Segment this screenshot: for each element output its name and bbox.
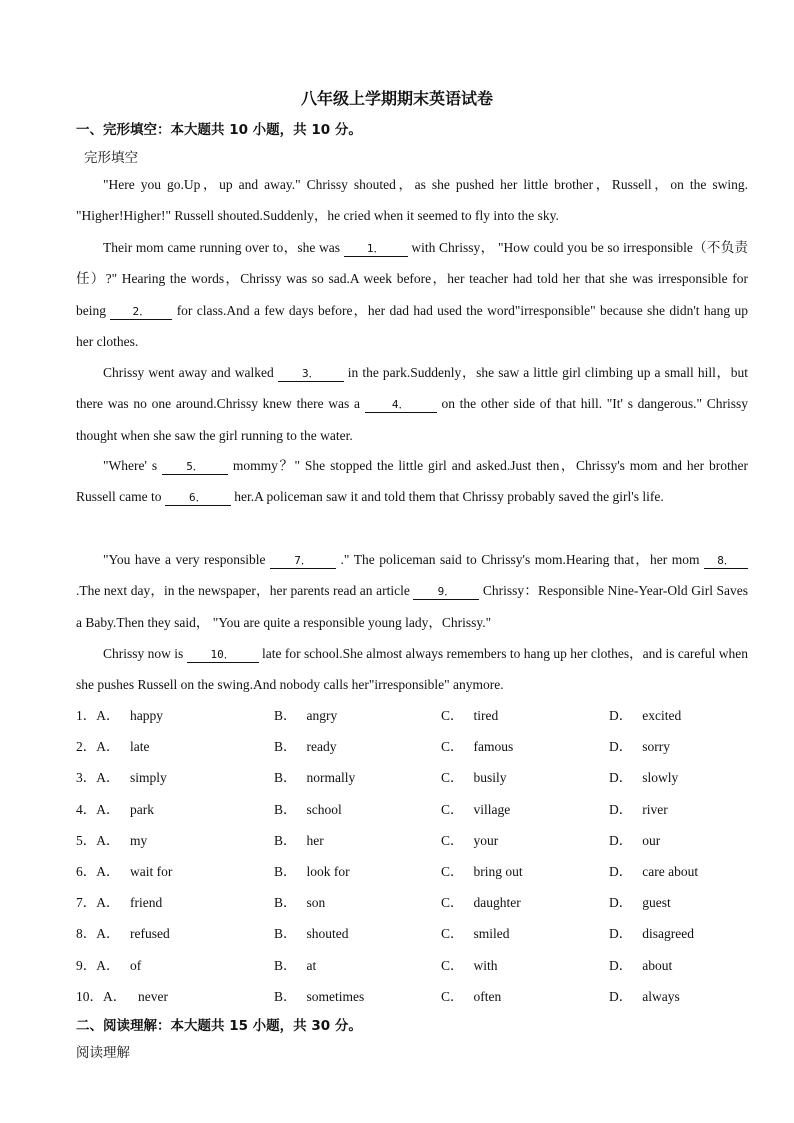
option-a[interactable]: park <box>130 801 154 817</box>
blank-6[interactable]: 6． <box>165 490 231 506</box>
question-8-options <box>76 918 756 949</box>
question-number: 2．A． <box>76 739 120 755</box>
question-10-options <box>76 981 756 1012</box>
option-b[interactable]: B． son <box>274 895 326 911</box>
option-b[interactable]: B． her <box>274 832 324 848</box>
page-title: 八年级上学期期末英语试卷 <box>300 89 493 108</box>
option-d[interactable]: D． care about <box>609 863 699 879</box>
question-4-options <box>76 794 756 825</box>
option-a[interactable]: refused <box>130 926 170 942</box>
option-d[interactable]: D． our <box>609 832 661 848</box>
paragraph-4: "Where' s 5． mommy？" She stopped the little girl and asked.Just then，Chrissy's mom and her brother Russell came to 6． her.A policeman saw it and told them that Chrissy probably saved the girl's life. <box>76 458 748 505</box>
option-a[interactable]: happy <box>130 708 163 723</box>
option-c[interactable]: C． busily <box>441 770 507 786</box>
question-7-options <box>76 887 756 918</box>
option-a[interactable]: wait for <box>130 863 173 879</box>
option-d[interactable]: D． excited <box>609 708 682 723</box>
answer-options <box>76 700 756 1012</box>
blank-1[interactable]: 1． <box>344 241 408 257</box>
option-b[interactable]: B． look for <box>274 863 350 879</box>
paragraph-3: Chrissy went away and walked 3． in the park.Suddenly，she saw a little girl climbing up a small hill，but there was no one around.Chrissy knew there was a 4． on the other side of that hill. "It' s dangerous." Chrissy thought when she saw the girl running to the water. <box>76 365 749 443</box>
option-d[interactable]: D． always <box>609 988 680 1004</box>
option-c[interactable]: C． famous <box>441 739 514 755</box>
option-c[interactable]: C． bring out <box>441 863 523 879</box>
blank-8[interactable]: 8． <box>704 553 748 569</box>
option-a[interactable]: my <box>130 832 148 848</box>
option-a[interactable]: friend <box>130 895 163 911</box>
question-number: 1．A． <box>76 708 120 723</box>
section-1-subheading: 完形填空 <box>84 150 138 166</box>
question-number: 5．A． <box>76 832 120 848</box>
blank-9[interactable]: 9． <box>413 584 479 600</box>
question-3-options <box>76 762 756 793</box>
question-number: 3．A． <box>76 770 120 786</box>
question-number: 4．A． <box>76 801 120 817</box>
paragraph-2: Their mom came running over to，she was 1． with Chrissy， "How could you be so irresponsible（不负责任）?" Hearing the words，Chrissy was so sad.A week before，her teacher had told her that she was irresponsible for being 2． for class.And a few days before，her dad had used the word"irresponsible" because she didn't hang up her clothes. <box>76 240 748 349</box>
option-a[interactable]: never <box>138 988 168 1004</box>
question-1-options <box>76 700 756 731</box>
option-d[interactable]: D． disagreed <box>609 926 694 942</box>
blank-5[interactable]: 5． <box>162 459 228 475</box>
paragraph-1: "Here you go.Up，up and away." Chrissy shouted，as she pushed her little brother，Russell，on the swing. "Higher!Higher!" Russell shouted.Suddenly，he cried when it seemed to fly into the sky. <box>76 177 748 224</box>
option-d[interactable]: D． guest <box>609 895 671 911</box>
option-c[interactable]: C． village <box>441 801 511 817</box>
option-b[interactable]: B． ready <box>274 739 337 755</box>
blank-10[interactable]: 10． <box>187 647 259 663</box>
option-d[interactable]: D． sorry <box>609 739 670 755</box>
blank-2[interactable]: 2． <box>110 304 172 320</box>
option-c[interactable]: C． smiled <box>441 926 510 942</box>
option-c[interactable]: C． tired <box>441 708 499 723</box>
question-9-options <box>76 950 756 981</box>
question-number: 10．A． <box>76 988 127 1004</box>
question-number: 7．A． <box>76 895 120 911</box>
option-c[interactable]: C． daughter <box>441 895 521 911</box>
paragraph-5: "You have a very responsible 7． ." The policeman said to Chrissy's mom.Hearing that，her mom 8． .The next day，in the newspaper，her parents read an article 9． Chrissy：Responsible Nine-Year-Old Girl Saves a Baby.Then they said， "You are quite a responsible young lady，Chrissy." <box>76 552 749 630</box>
option-b[interactable]: B． sometimes <box>274 988 365 1004</box>
question-6-options <box>76 856 756 887</box>
option-c[interactable]: C． with <box>441 957 498 973</box>
option-d[interactable]: D． river <box>609 801 668 817</box>
option-b[interactable]: B． normally <box>274 770 356 786</box>
question-number: 9．A． <box>76 957 120 973</box>
question-5-options <box>76 825 756 856</box>
question-number: 6．A． <box>76 863 120 879</box>
question-2-options <box>76 731 756 762</box>
section-1-heading: 一、完形填空：本大题共 10 小题，共 10 分。 <box>76 122 362 138</box>
option-a[interactable]: of <box>130 957 142 973</box>
blank-3[interactable]: 3． <box>278 366 344 382</box>
blank-7[interactable]: 7． <box>270 553 336 569</box>
option-b[interactable]: B． shouted <box>274 926 349 942</box>
option-b[interactable]: B． school <box>274 801 342 817</box>
paragraph-6: Chrissy now is 10． late for school.She almost always remembers to hang up her clothes，and is careful when she pushes Russell on the swing.And nobody calls her"irresponsible" anymore. <box>76 646 749 693</box>
option-b[interactable]: B． at <box>274 957 317 973</box>
option-b[interactable]: B． angry <box>274 708 338 723</box>
option-c[interactable]: C． often <box>441 988 502 1004</box>
section-2-heading: 二、阅读理解：本大题共 15 小题，共 30 分。 <box>76 1018 362 1034</box>
option-d[interactable]: D． about <box>609 957 673 973</box>
option-a[interactable]: simply <box>130 770 167 786</box>
question-number: 8．A． <box>76 926 120 942</box>
option-c[interactable]: C． your <box>441 832 499 848</box>
option-a[interactable]: late <box>130 739 150 755</box>
option-d[interactable]: D． slowly <box>609 770 679 786</box>
section-2-subheading: 阅读理解 <box>76 1045 130 1061</box>
blank-4[interactable]: 4． <box>365 397 437 413</box>
